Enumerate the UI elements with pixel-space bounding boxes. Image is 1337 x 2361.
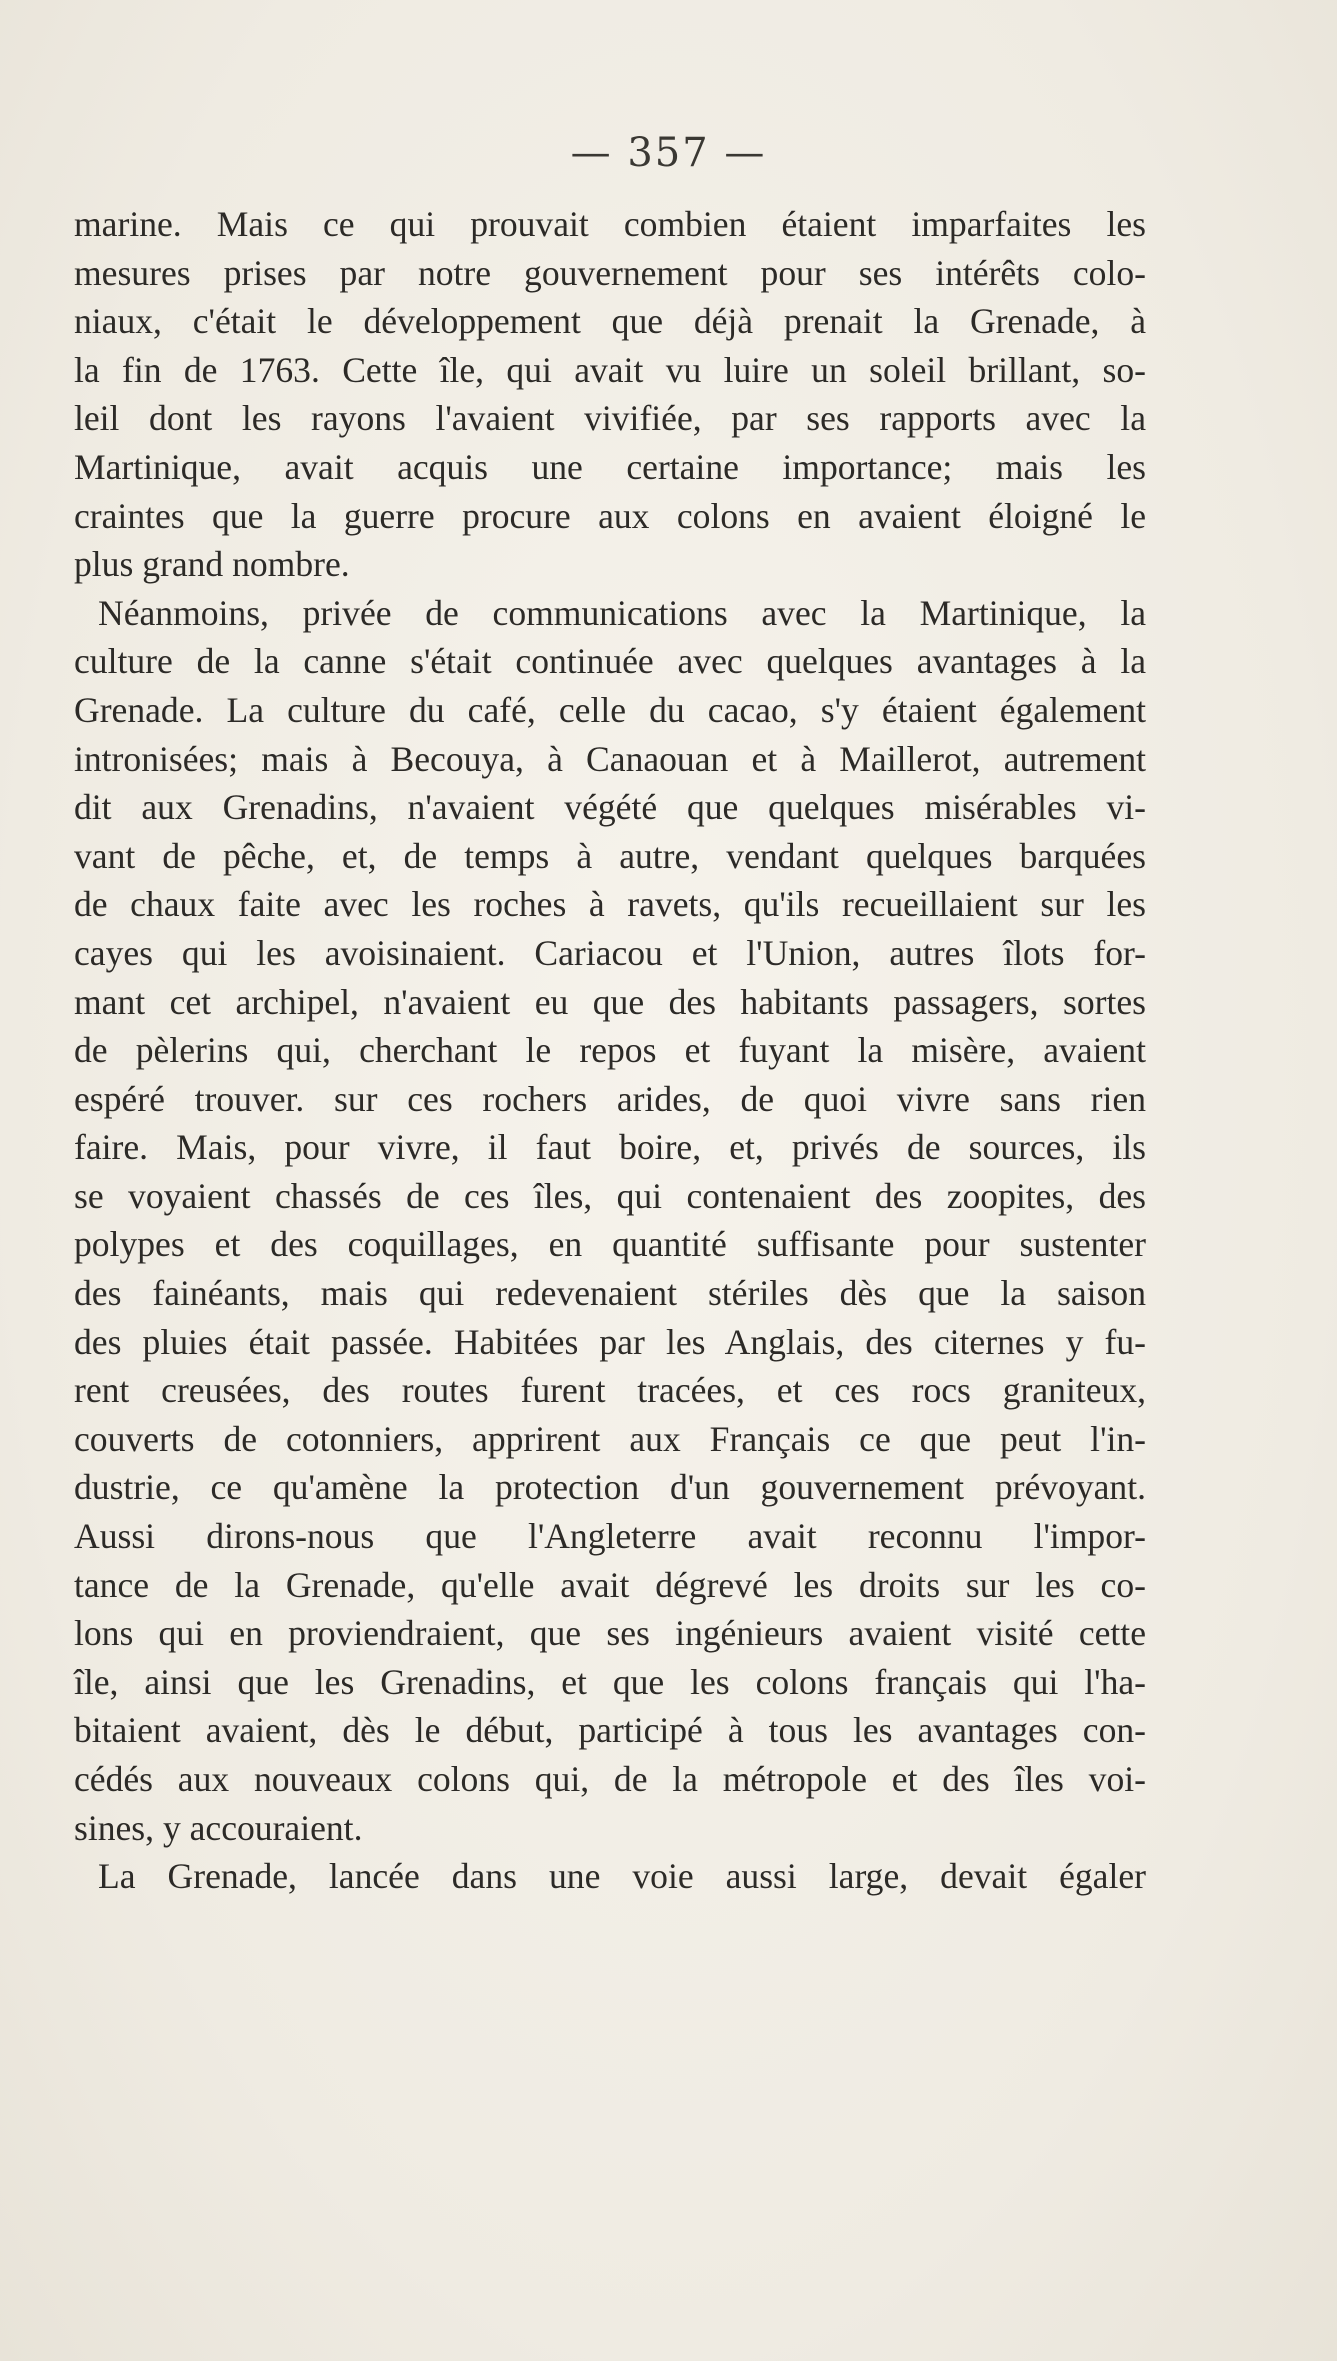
text-line: polypes et des coquillages, en quantité suffisante pour sustenter <box>74 1224 1146 1265</box>
body-text <box>74 200 1146 1901</box>
text-line: des pluies était passée. Habitées par les Anglais, des citernes y fu- <box>74 1321 1146 1362</box>
text-line: Néanmoins, privée de communications avec la Martinique, la <box>98 592 1146 633</box>
text-line: la fin de 1763. Cette île, qui avait vu luire un soleil brillant, so- <box>74 349 1146 390</box>
text-line: mant cet archipel, n'avaient eu que des habitants passagers, sortes <box>74 981 1146 1022</box>
text-line: Martinique, avait acquis une certaine importance; mais les <box>74 446 1146 487</box>
text-line: vant de pêche, et, de temps à autre, vendant quelques barquées <box>74 835 1146 876</box>
text-line: île, ainsi que les Grenadins, et que les colons français qui l'ha- <box>74 1661 1146 1702</box>
text-line: Grenade. La culture du café, celle du cacao, s'y étaient également <box>74 689 1146 730</box>
text-line: bitaient avaient, dès le début, participé à tous les avantages con- <box>74 1710 1146 1751</box>
text-line: faire. Mais, pour vivre, il faut boire, et, privés de sources, ils <box>74 1127 1146 1168</box>
text-line: de pèlerins qui, cherchant le repos et fuyant la misère, avaient <box>74 1030 1146 1071</box>
text-line: cédés aux nouveaux colons qui, de la métropole et des îles voi- <box>74 1759 1146 1799</box>
text-line: cayes qui les avoisinaient. Cariacou et l'Union, autres îlots for- <box>74 932 1146 973</box>
page-number: — 357 — <box>570 130 767 176</box>
text-line: sines, y accouraient. <box>74 1807 363 1848</box>
text-line: culture de la canne s'était continuée avec quelques avantages à la <box>74 641 1146 682</box>
text-line: dit aux Grenadins, n'avaient végété que quelques misérables vi- <box>74 787 1146 828</box>
text-line: se voyaient chassés de ces îles, qui contenaient des zoopites, des <box>74 1175 1146 1216</box>
text-line: couverts de cotonniers, apprirent aux Français ce que peut l'in- <box>74 1418 1146 1459</box>
text-line: Aussi dirons-nous que l'Angleterre avait reconnu l'impor- <box>74 1516 1146 1557</box>
text-line: tance de la Grenade, qu'elle avait dégrevé les droits sur les co- <box>74 1564 1146 1605</box>
text-line: marine. Mais ce qui prouvait combien étaient imparfaites les <box>74 204 1146 244</box>
text-line: des fainéants, mais qui redevenaient stériles dès que la saison <box>74 1273 1146 1314</box>
text-line: plus grand nombre. <box>74 544 350 585</box>
text-line: lons qui en proviendraient, que ses ingénieurs avaient visité cette <box>74 1613 1146 1654</box>
text-line: espéré trouver. sur ces rochers arides, de quoi vivre sans rien <box>74 1078 1146 1119</box>
text-line: craintes que la guerre procure aux colons en avaient éloigné le <box>74 495 1146 536</box>
text-line: leil dont les rayons l'avaient vivifiée, par ses rapports avec la <box>74 398 1146 439</box>
text-line: dustrie, ce qu'amène la protection d'un gouvernement prévoyant. <box>74 1467 1146 1508</box>
text-line: niaux, c'était le développement que déjà prenait la Grenade, à <box>74 301 1146 342</box>
text-line: La Grenade, lancée dans une voie aussi large, devait égaler <box>98 1856 1146 1897</box>
text-line: de chaux faite avec les roches à ravets, qu'ils recueillaient sur les <box>74 884 1146 925</box>
text-line: intronisées; mais à Becouya, à Canaouan et à Maillerot, autrement <box>74 738 1146 779</box>
text-line: rent creusées, des routes furent tracées, et ces rocs graniteux, <box>74 1370 1146 1411</box>
text-line: mesures prises par notre gouvernement pour ses intérêts colo- <box>74 252 1146 293</box>
